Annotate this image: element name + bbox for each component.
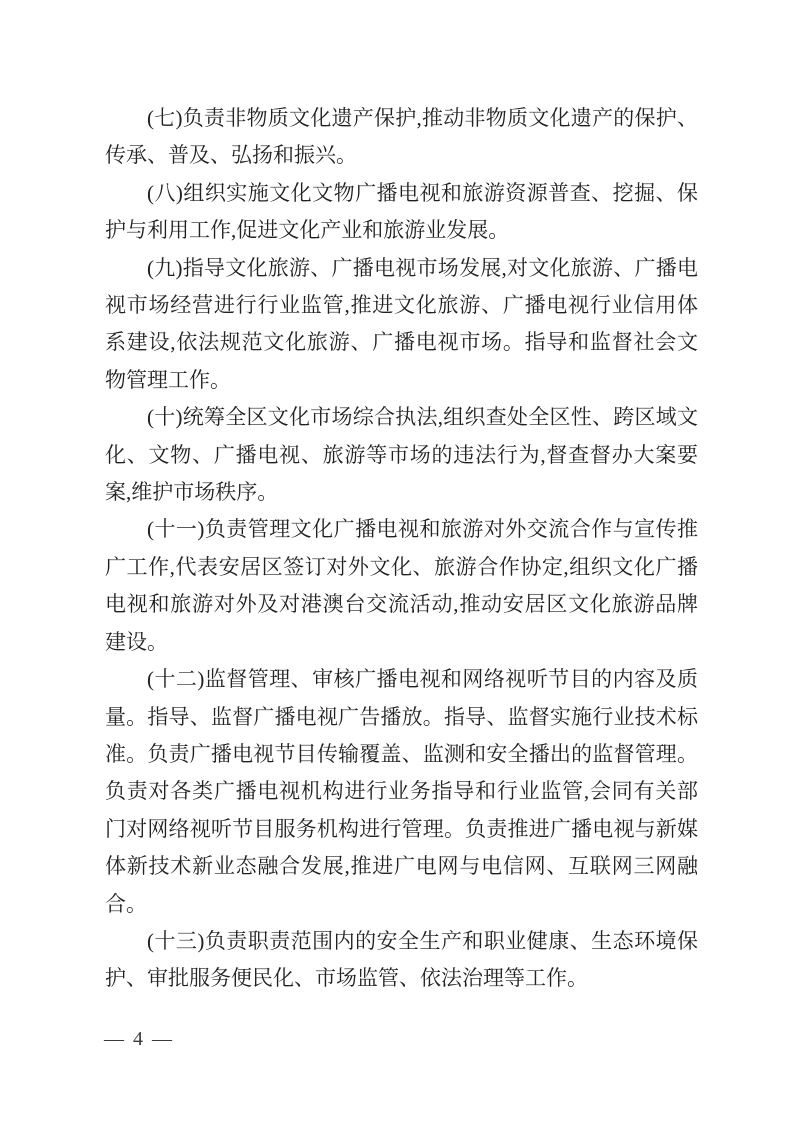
paragraph-item-9: (九)指导文化旅游、广播电视市场发展,对文化旅游、广播电视市场经营进行行业监管,推进文化旅游、广播电视行业信用体系建设,依法规范文化旅游、广播电视市场。指导和监督社会文物管理工作。	[105, 255, 698, 392]
paragraph-item-13: (十三)负责职责范围内的安全生产和职业健康、生态环境保护、审批服务便民化、市场监管、依法治理等工作。	[105, 928, 698, 991]
document-body	[105, 100, 698, 998]
page-number: — 4 —	[104, 1028, 174, 1050]
paragraph-item-10: (十)统筹全区文化市场综合执法,组织查处全区性、跨区域文化、文物、广播电视、旅游等市场的违法行为,督查督办大案要案,维护市场秩序。	[105, 405, 698, 505]
paragraph-item-7: (七)负责非物质文化遗产保护,推动非物质文化遗产的保护、传承、普及、弘扬和振兴。	[105, 106, 698, 168]
paragraph-item-12: (十二)监督管理、审核广播电视和网络视听节目的内容及质量。指导、监督广播电视广告播放。指导、监督实施行业技术标准。负责广播电视节目传输覆盖、监测和安全播出的监督管理。负责对各类广播电视机构进行业务指导和行业监管,会同有关部门对网络视听节目服务机构进行管理。负责推进广播电视与新媒体新技术新业态融合发展,推进广电网与电信网、互联网三网融合。	[105, 667, 698, 916]
paragraph-item-8: (八)组织实施文化文物广播电视和旅游资源普查、挖掘、保护与利用工作,促进文化产业和旅游业发展。	[105, 180, 698, 243]
paragraph-item-11: (十一)负责管理文化广播电视和旅游对外交流合作与宣传推广工作,代表安居区签订对外文化、旅游合作协定,组织文化广播电视和旅游对外及对港澳台交流活动,推动安居区文化旅游品牌建设。	[105, 517, 698, 654]
